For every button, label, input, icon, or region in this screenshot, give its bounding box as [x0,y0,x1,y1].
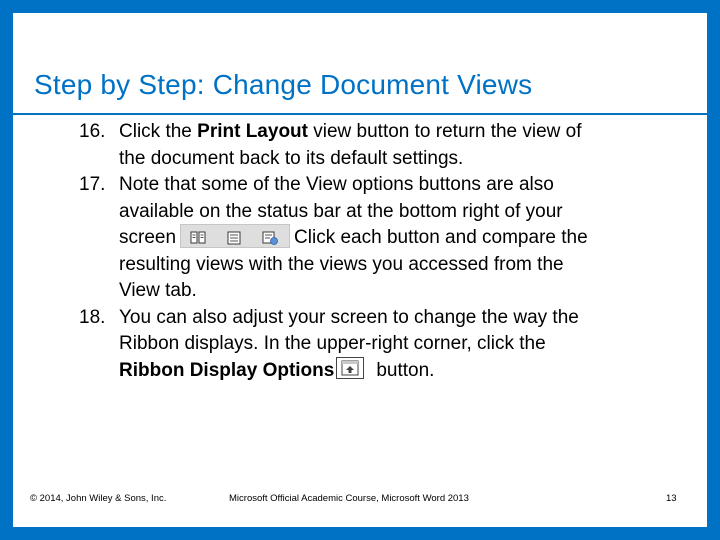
step-text: Click each button and compare the [294,227,588,248]
step-text: Click the [119,121,198,142]
step-line: available on the status bar at the bottom right of your [119,200,563,222]
status-bar-view-buttons [180,224,290,248]
footer-copyright: © 2014, John Wiley & Sons, Inc. [30,493,167,504]
page-number: 13 [666,493,677,504]
print-layout-icon [225,228,243,244]
step-number: 16. [79,121,106,142]
step-line: Ribbon displays. In the upper-right corner, click the [119,333,546,354]
step-line: the document back to its default settings. [119,147,464,169]
title-divider [13,113,707,115]
step-line [119,358,657,385]
slide-title: Step by Step: Change Document Views [34,69,533,100]
step-number: 17. [79,174,106,195]
step-line: You can also adjust your screen to change the way the [119,306,579,328]
step-item-18 [13,305,707,385]
step-line [119,119,657,146]
slide [13,13,707,527]
step-number: 18. [79,306,106,328]
step-line: View tab. [119,280,197,301]
step-list [13,119,707,384]
step-text: view button to return the view of [307,121,582,142]
ribbon-display-options-icon [336,357,364,379]
step-bold-text: Ribbon Display Options [119,359,335,381]
step-bold-text: Print Layout [197,121,308,142]
step-item-16 [13,119,707,172]
step-text: screen [119,227,177,248]
footer-course: Microsoft Official Academic Course, Microsoft Word 2013 [229,493,469,504]
web-layout-icon [261,228,279,244]
step-line: resulting views with the views you accessed from the [119,253,564,275]
step-line: Note that some of the View options buttons are also [119,174,554,195]
step-text: button. [376,359,435,381]
step-line [119,225,657,252]
read-mode-icon [189,228,207,244]
step-item-17 [13,172,707,305]
